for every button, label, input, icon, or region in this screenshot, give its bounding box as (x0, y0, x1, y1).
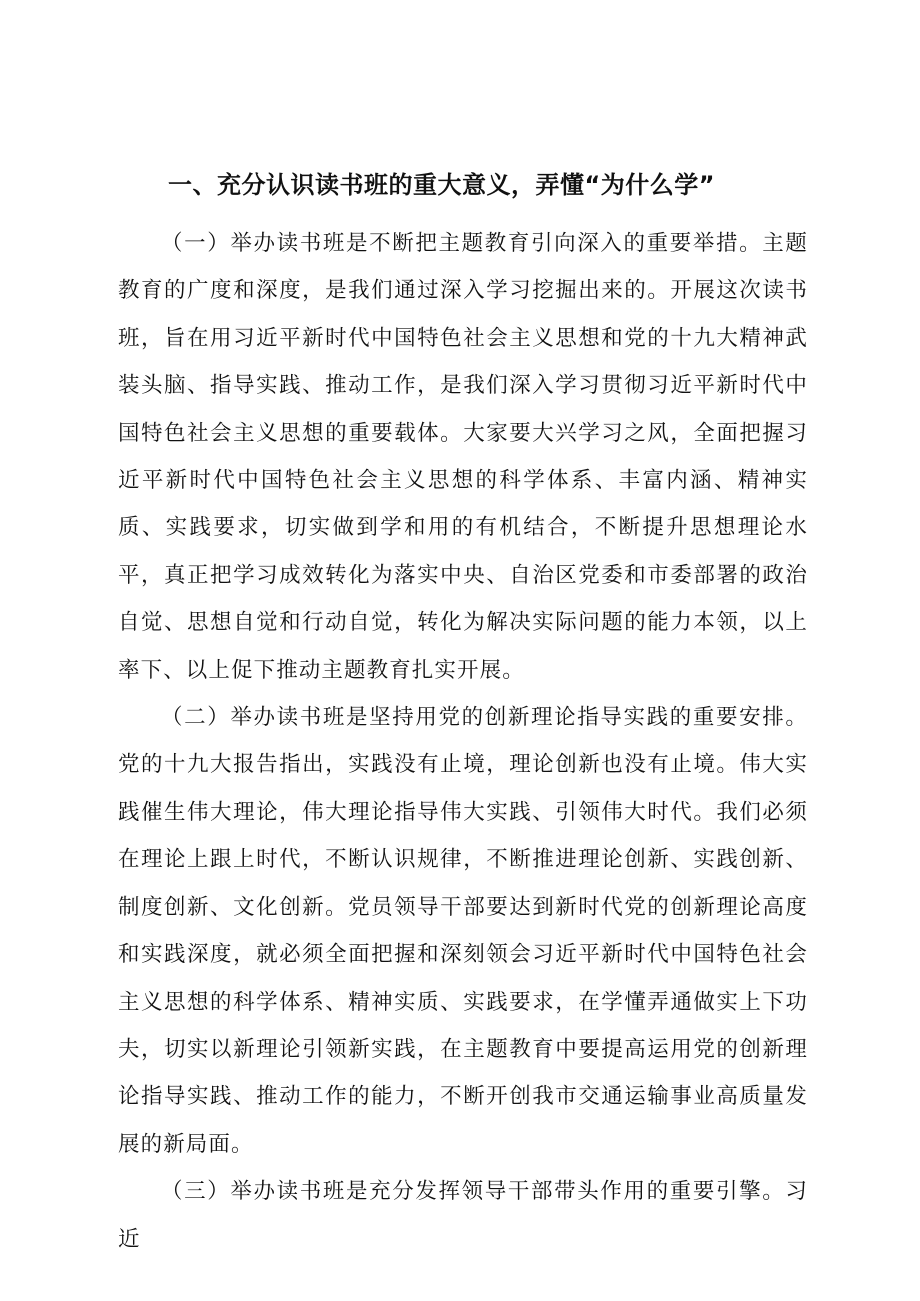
paragraph-1: （一）举办读书班是不断把主题教育引向深入的重要举措。主题教育的广度和深度，是我们通过深入学习挖掘出来的。开展这次读书班，旨在用习近平新时代中国特色社会主义思想和党的十九大精神武装头脑、指导实践、推动工作，是我们深入学习贯彻习近平新时代中国特色社会主义思想的重要载体。大家要大兴学习之风，全面把握习近平新时代中国特色社会主义思想的科学体系、丰富内涵、精神实质、实践要求，切实做到学和用的有机结合，不断提升思想理论水平，真正把学习成效转化为落实中央、自治区党委和市委部署的政治自觉、思想自觉和行动自觉，转化为解决实际问题的能力本领，以上率下、以上促下推动主题教育扎实开展。 (118, 231, 808, 683)
paragraph-2: （二）举办读书班是坚持用党的创新理论指导实践的重要安排。党的十九大报告指出，实践没有止境，理论创新也没有止境。伟大实践催生伟大理论，伟大理论指导伟大实践、引领伟大时代。我们必须在理论上跟上时代，不断认识规律，不断推进理论创新、实践创新、制度创新、文化创新。党员领导干部要达到新时代党的创新理论高度和实践深度，就必须全面把握和深刻领会习近平新时代中国特色社会主义思想的科学体系、精神实质、实践要求，在学懂弄通做实上下功夫，切实以新理论引领新实践，在主题教育中要提高运用党的创新理论指导实践、推动工作的能力，不断开创我市交通运输事业高质量发展的新局面。 (118, 705, 808, 1157)
document-body (118, 220, 808, 1263)
paragraph-3: （三）举办读书班是充分发挥领导干部带头作用的重要引擎。习近 (118, 1179, 808, 1252)
section-heading: 一、充分认识读书班的重大意义，弄懂“为什么学” (168, 171, 716, 199)
